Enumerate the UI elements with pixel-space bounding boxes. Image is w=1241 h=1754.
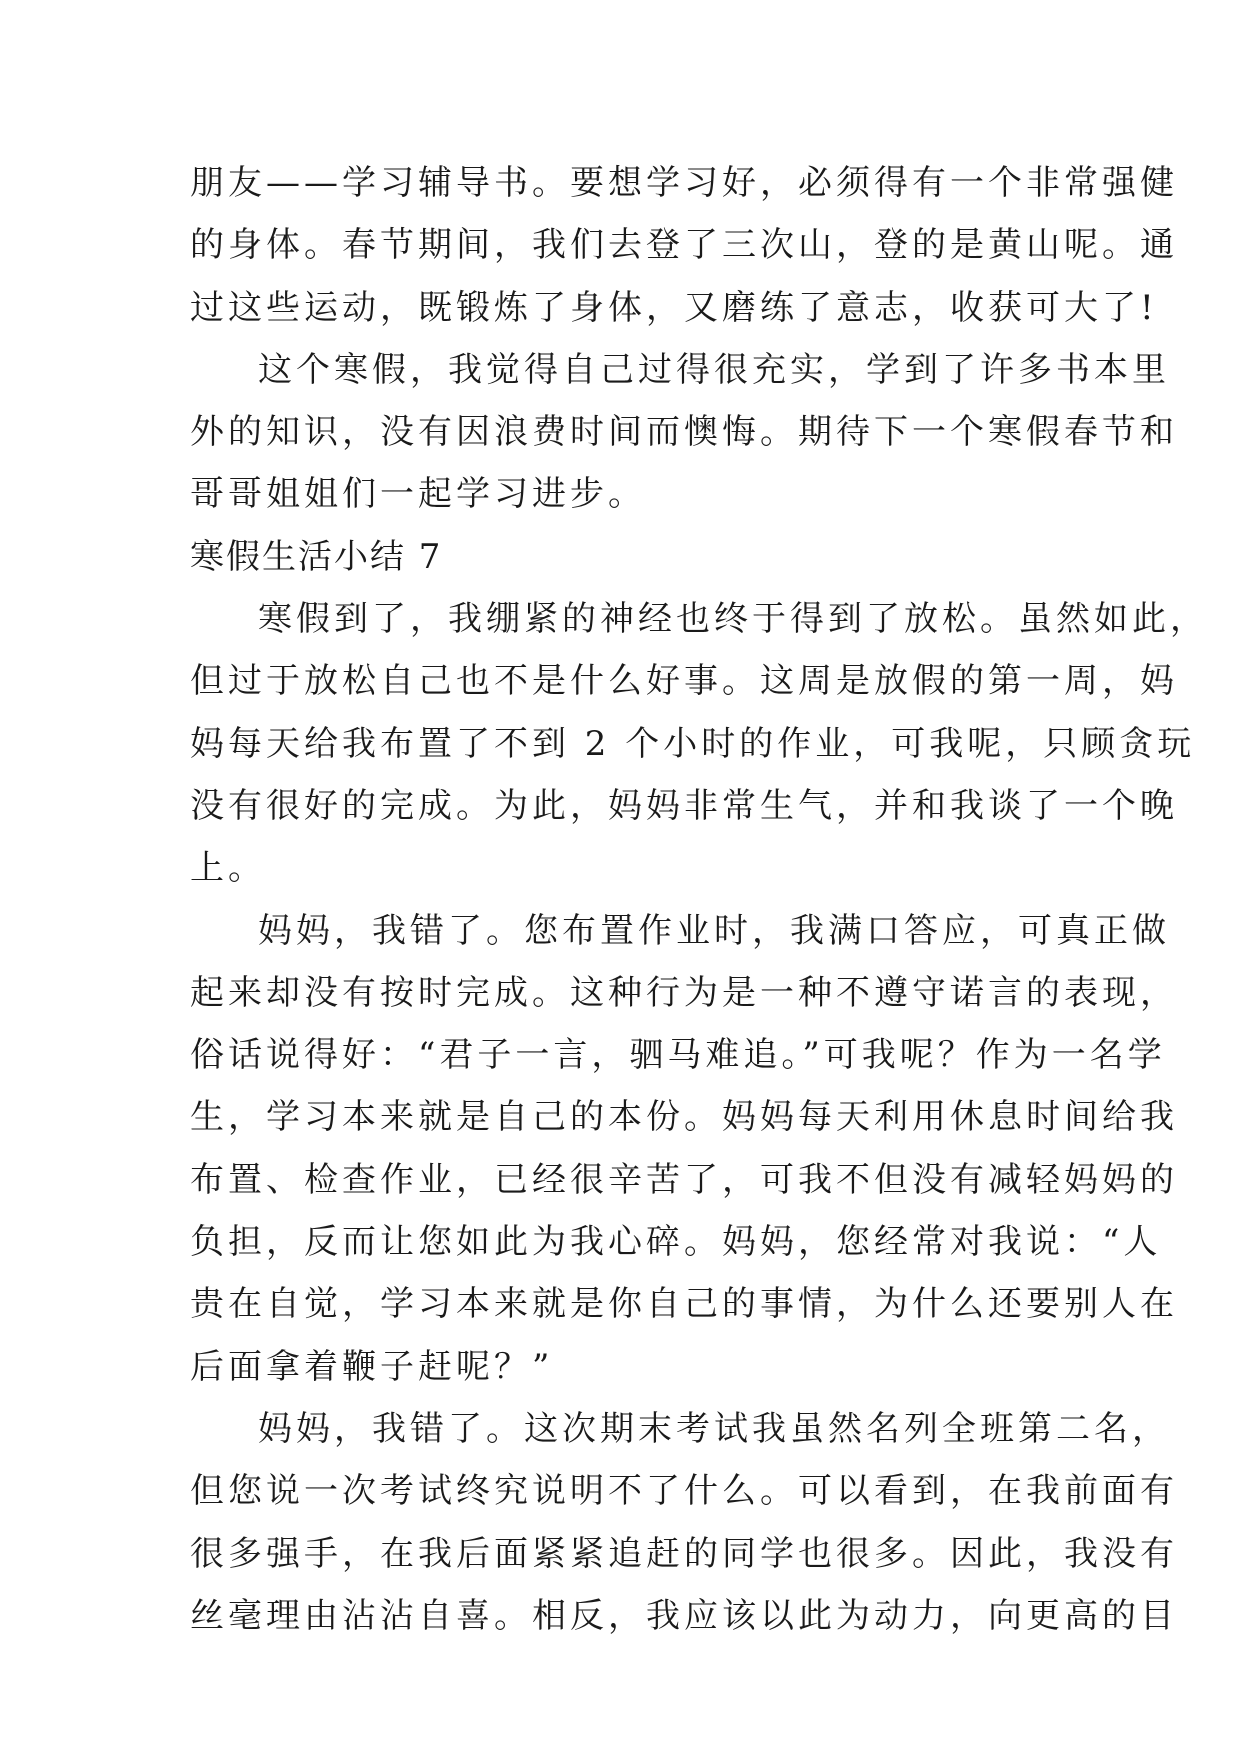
paragraph-start-line: 妈妈，我错了。这次期末考试我虽然名列全班第二名， bbox=[258, 1408, 1170, 1449]
section-heading: 寒假生活小结 7 bbox=[190, 536, 443, 577]
text-line: 但您说一次考试终究说明不了什么。可以看到，在我前面有 bbox=[190, 1471, 1178, 1512]
text-line: 朋友——学习辅导书。要想学习好，必须得有一个非常强健 bbox=[190, 163, 1178, 203]
text-line: 丝毫理由沾沾自喜。相反，我应该以此为动力，向更高的目 bbox=[190, 1595, 1178, 1636]
paragraph-start-line: 妈妈，我错了。您布置作业时，我满口答应，可真正做 bbox=[258, 910, 1170, 951]
paragraph-start-line: 这个寒假，我觉得自己过得很充实，学到了许多书本里 bbox=[258, 349, 1170, 390]
text-line: 生，学习本来就是自己的本份。妈妈每天利用休息时间给我 bbox=[190, 1097, 1178, 1138]
text-line: 哥哥姐姐们一起学习进步。 bbox=[190, 474, 646, 515]
text-line: 很多强手，在我后面紧紧追赶的同学也很多。因此，我没有 bbox=[190, 1533, 1178, 1574]
text-line: 妈每天给我布置了不到 2 个小时的作业，可我呢，只顾贪玩 bbox=[190, 723, 1196, 764]
text-line: 负担，反而让您如此为我心碎。妈妈，您经常对我说：“人 bbox=[190, 1222, 1162, 1263]
document-body bbox=[190, 152, 1208, 1647]
text-line: 没有很好的完成。为此，妈妈非常生气，并和我谈了一个晚 bbox=[190, 785, 1178, 826]
text-line: 俗话说得好：“君子一言，驷马难追。”可我呢？作为一名学 bbox=[190, 1035, 1166, 1076]
text-line: 外的知识，没有因浪费时间而懊悔。期待下一个寒假春节和 bbox=[190, 412, 1178, 453]
text-line: 的身体。春节期间，我们去登了三次山，登的是黄山呢。通 bbox=[190, 225, 1178, 266]
text-line: 后面拿着鞭子赶呢？” bbox=[190, 1346, 554, 1387]
text-line: 上。 bbox=[190, 848, 266, 889]
text-line: 但过于放松自己也不是什么好事。这周是放假的第一周，妈 bbox=[190, 661, 1178, 702]
text-line: 起来却没有按时完成。这种行为是一种不遵守诺言的表现， bbox=[190, 972, 1178, 1013]
text-line: 过这些运动，既锻炼了身体，又磨练了意志，收获可大了! bbox=[190, 287, 1158, 328]
text-line: 布置、检查作业，已经很辛苦了，可我不但没有减轻妈妈的 bbox=[190, 1159, 1178, 1200]
text-line: 贵在自觉，学习本来就是你自己的事情，为什么还要别人在 bbox=[190, 1284, 1178, 1325]
paragraph-start-line: 寒假到了，我绷紧的神经也终于得到了放松。虽然如此， bbox=[258, 599, 1208, 640]
